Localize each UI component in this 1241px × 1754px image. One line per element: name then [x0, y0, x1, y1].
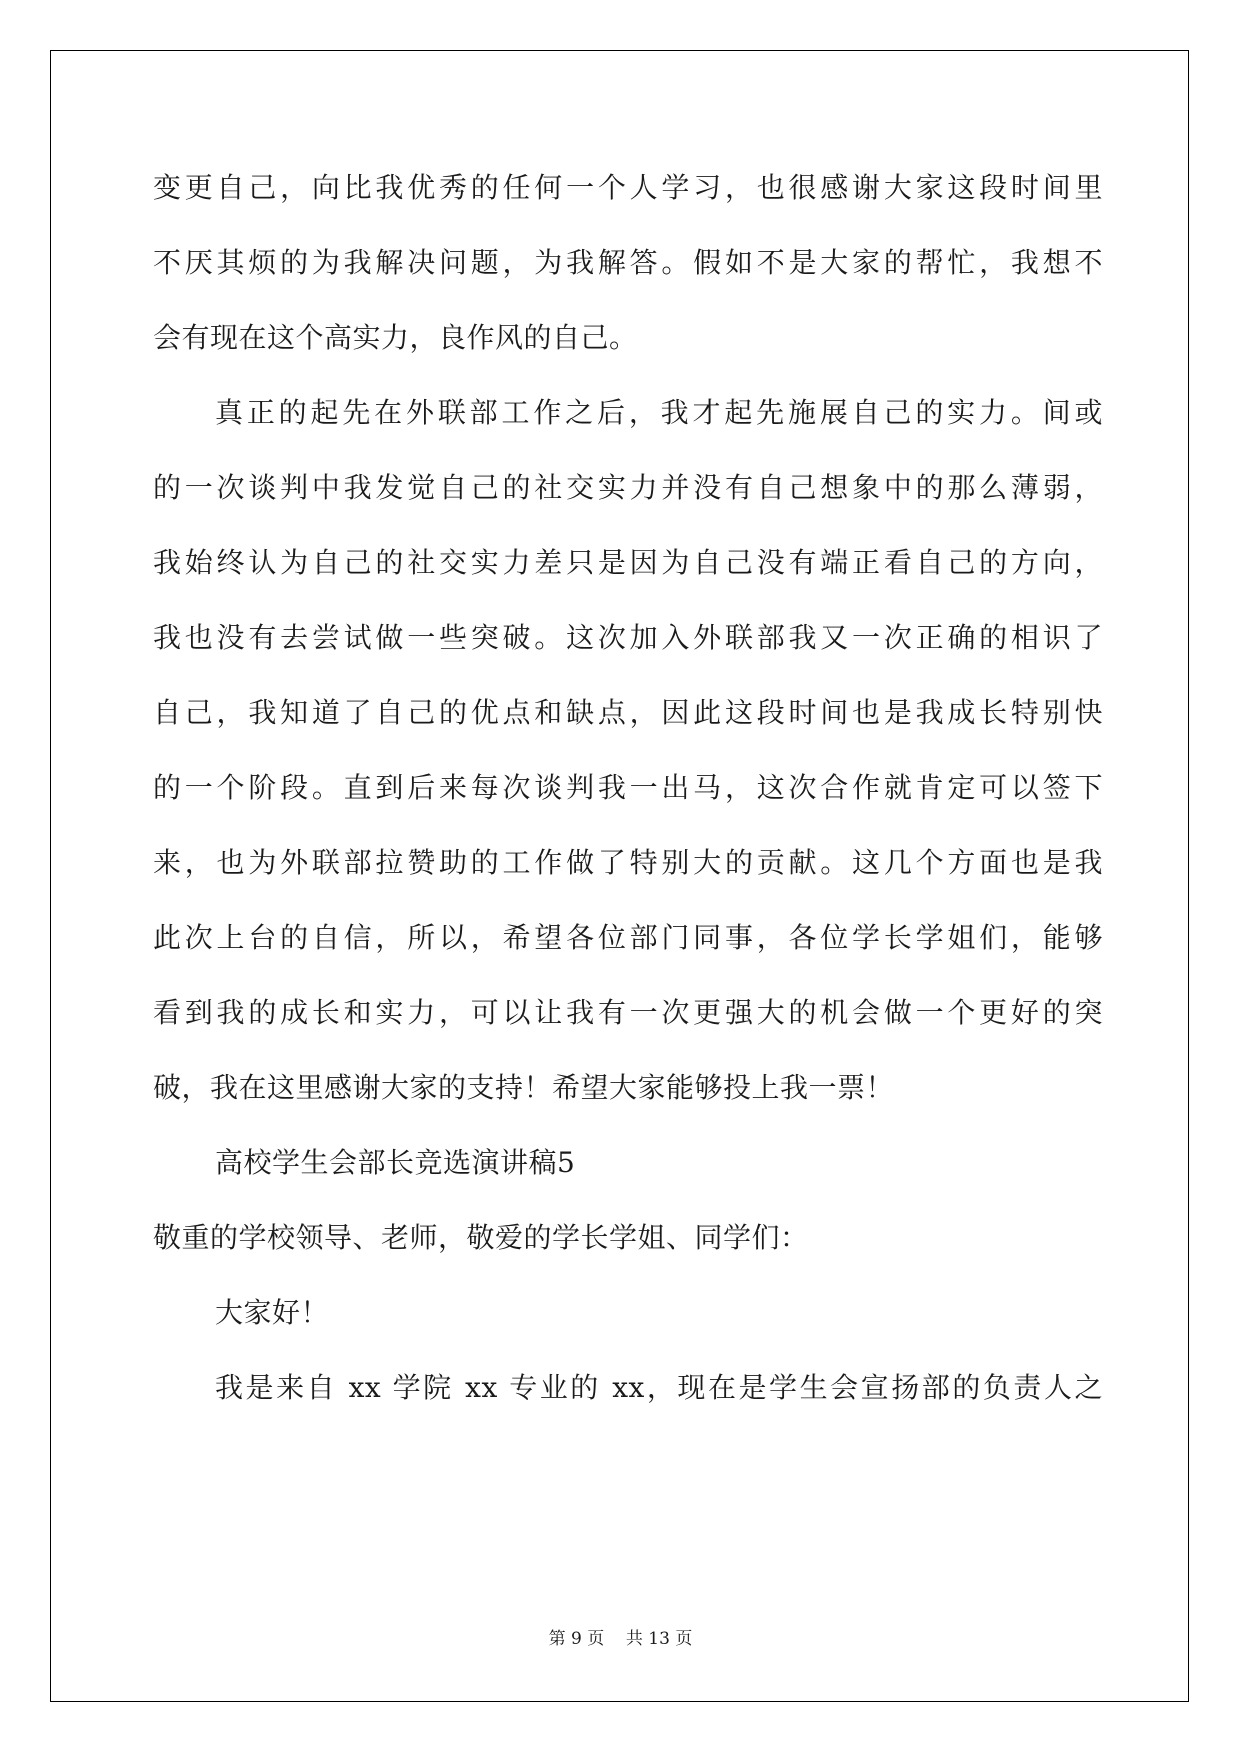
- text-line: 我是来自 xx 学院 xx 专业的 xx，现在是学生会宣扬部的负责人之: [215, 1371, 1103, 1404]
- text-line: 高校学生会部长竞选演讲稿5: [215, 1146, 576, 1179]
- text-line: 变更自己，向比我优秀的任何一个人学习，也很感谢大家这段时间里: [153, 171, 1103, 204]
- text-line: 我始终认为自己的社交实力差只是因为自己没有端正看自己的方向，: [153, 546, 1103, 579]
- text-line: 的一次谈判中我发觉自己的社交实力并没有自己想象中的那么薄弱，: [153, 471, 1103, 504]
- page-footer: 第 9 页 共 13 页: [548, 1629, 693, 1649]
- text-line: 真正的起先在外联部工作之后，我才起先施展自己的实力。间或: [215, 396, 1103, 429]
- text-line: 此次上台的自信，所以，希望各位部门同事，各位学长学姐们，能够: [153, 921, 1103, 954]
- text-line: 破，我在这里感谢大家的支持！希望大家能够投上我一票！: [153, 1071, 895, 1104]
- text-line: 自己，我知道了自己的优点和缺点，因此这段时间也是我成长特别快: [153, 696, 1103, 729]
- text-line: 的一个阶段。直到后来每次谈判我一出马，这次合作就肯定可以签下: [153, 771, 1103, 804]
- text-line: 来，也为外联部拉赞助的工作做了特别大的贡献。这几个方面也是我: [153, 846, 1103, 879]
- text-line: 我也没有去尝试做一些突破。这次加入外联部我又一次正确的相识了: [153, 621, 1103, 654]
- text-line: 敬重的学校领导、老师，敬爱的学长学姐、同学们：: [153, 1221, 809, 1254]
- text-line: 大家好！: [215, 1296, 330, 1329]
- document-body: [153, 160, 1103, 1435]
- text-line: 看到我的成长和实力，可以让我有一次更强大的机会做一个更好的突: [153, 996, 1103, 1029]
- text-line: 不厌其烦的为我解决问题，为我解答。假如不是大家的帮忙，我想不: [153, 246, 1103, 279]
- text-line: 会有现在这个高实力，良作风的自己。: [153, 321, 638, 354]
